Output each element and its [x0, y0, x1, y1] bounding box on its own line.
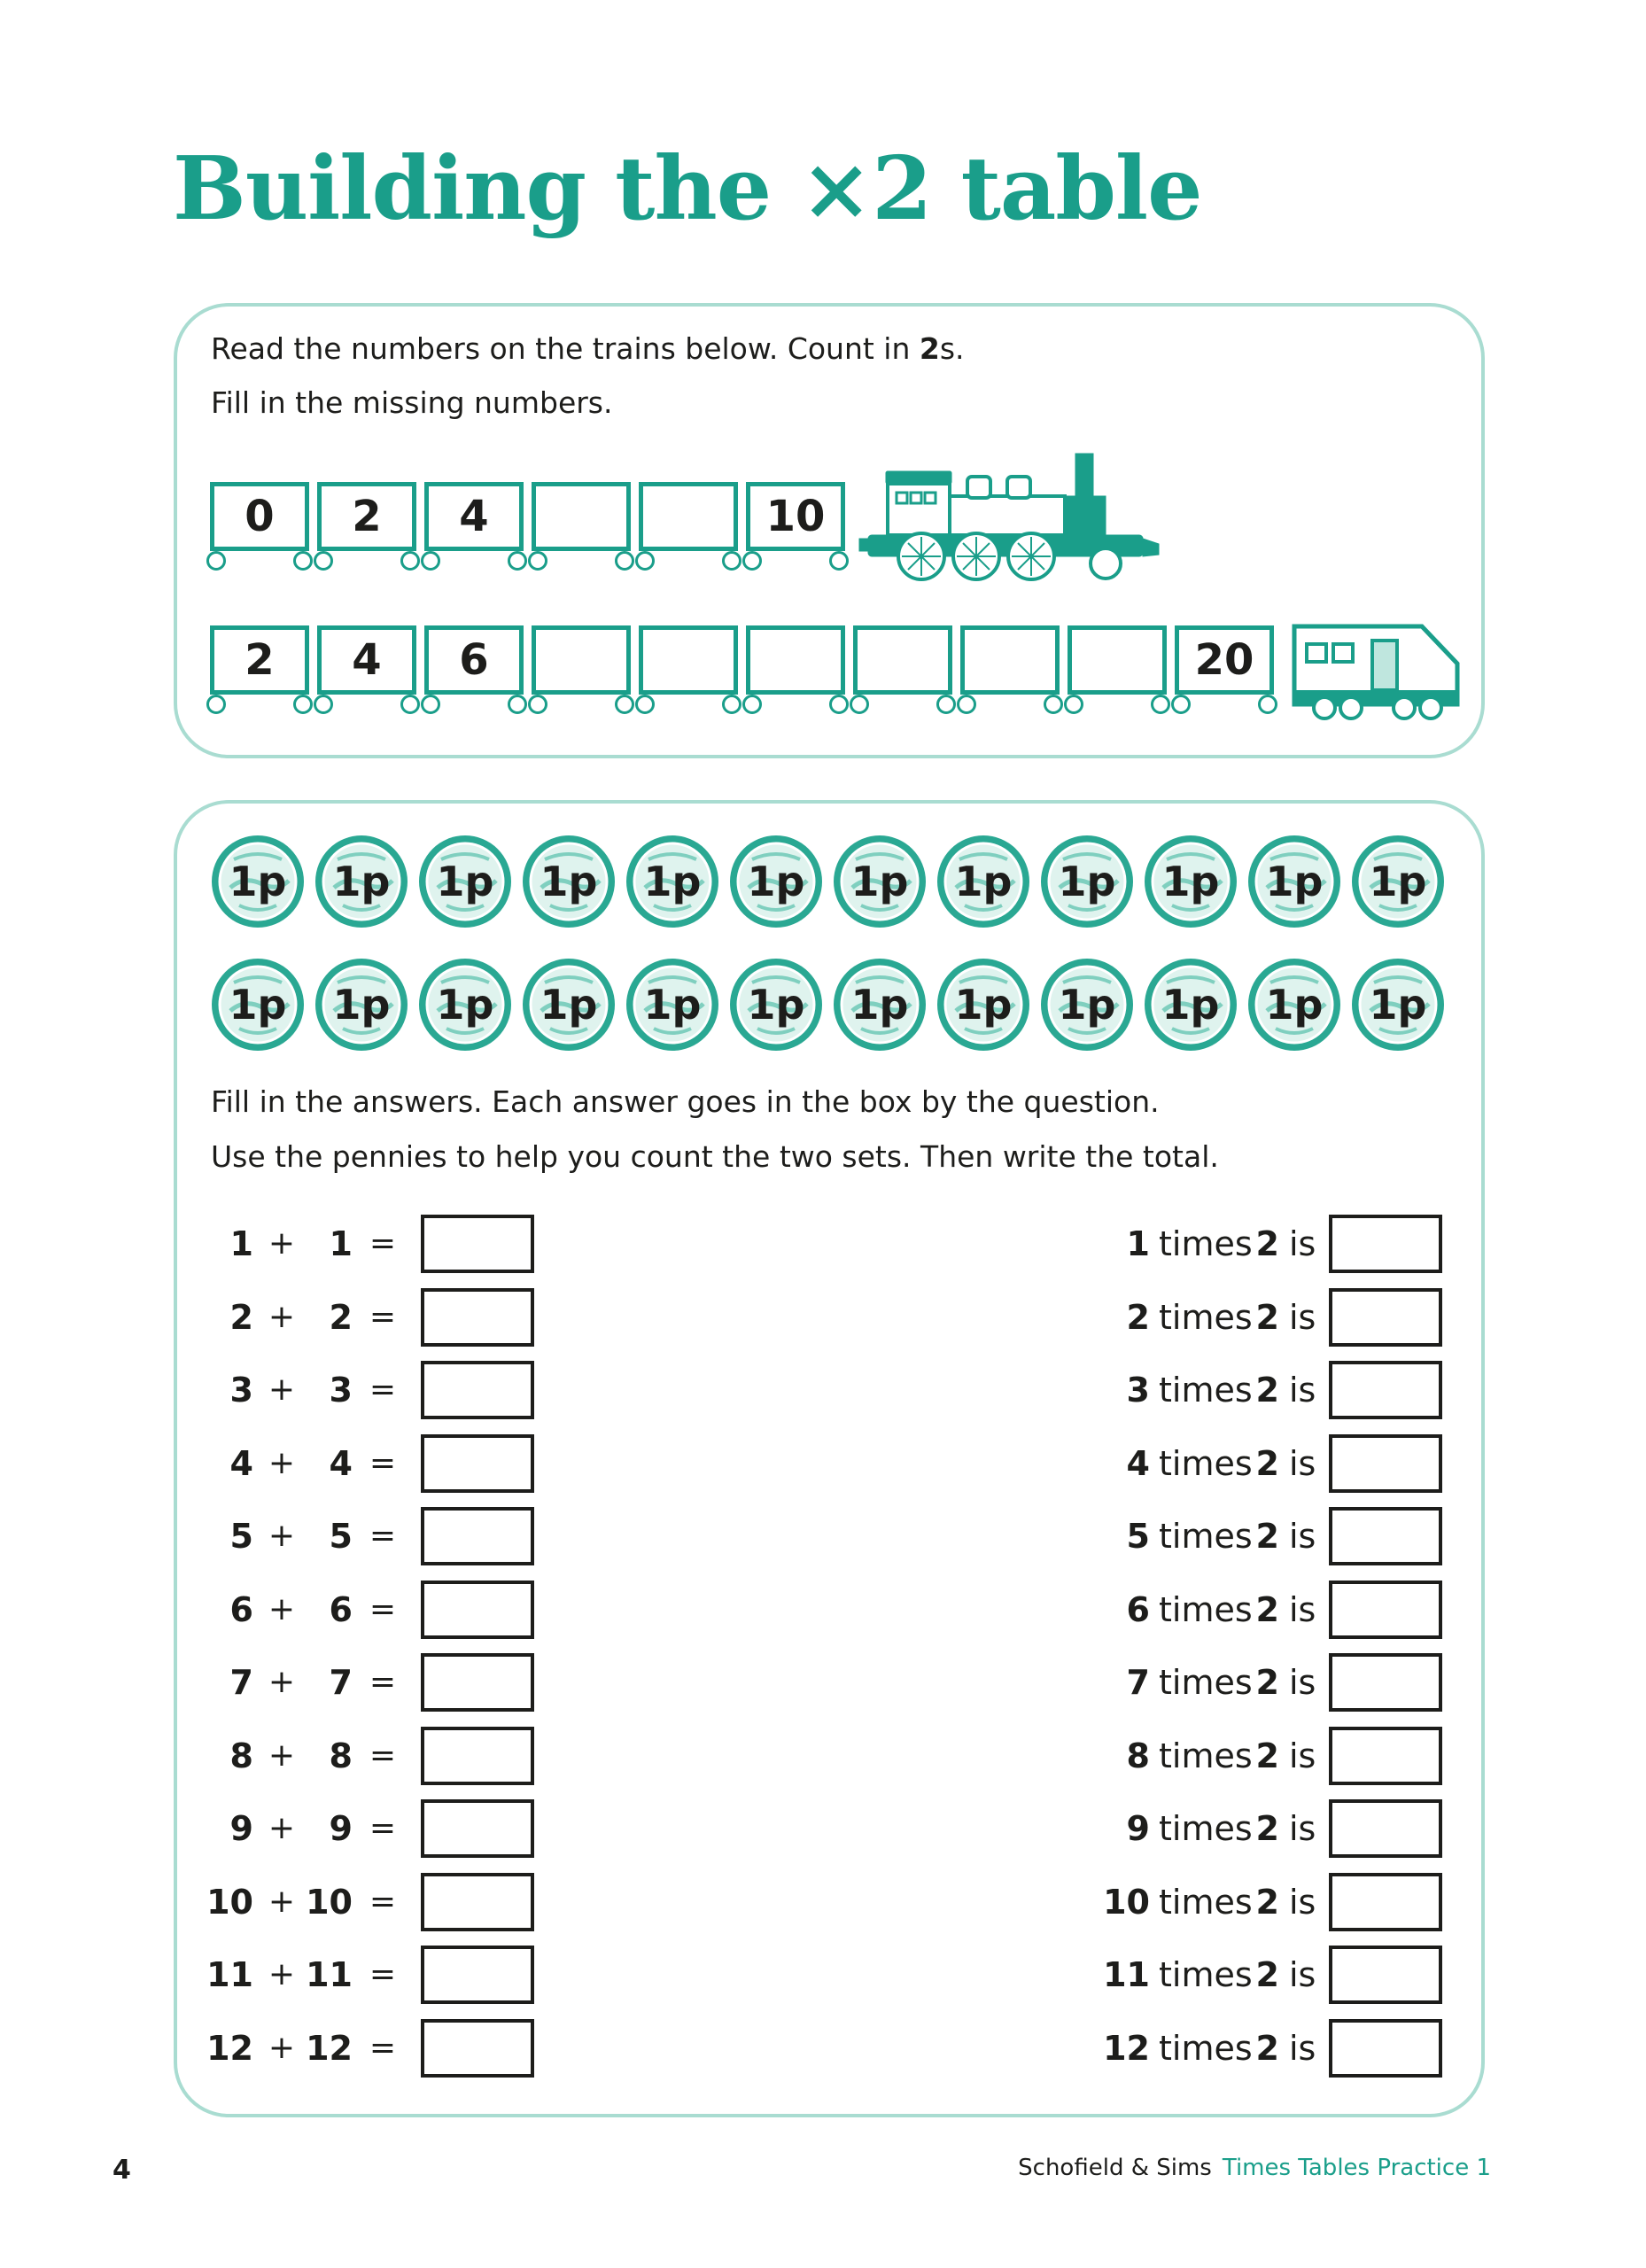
plus-sign: +	[268, 1590, 296, 1627]
times-word: times	[1159, 2028, 1253, 2068]
is-word: is	[1289, 1882, 1316, 1922]
penny-coin	[416, 956, 514, 1053]
train-wagon: 20	[1175, 625, 1274, 695]
wagon-wheel	[400, 695, 420, 714]
train-wagon-blank[interactable]	[853, 625, 952, 695]
multiplier: 2	[1255, 1589, 1279, 1629]
equals-sign: =	[369, 1371, 397, 1408]
penny-coin	[1038, 956, 1136, 1053]
is-word: is	[1289, 1297, 1316, 1337]
addition-answer-box[interactable]	[421, 1215, 534, 1273]
wagon-wheel	[722, 695, 741, 714]
times-answer-box[interactable]	[1329, 1288, 1442, 1347]
times-answer-box[interactable]	[1329, 1799, 1442, 1858]
penny-coin	[520, 833, 617, 930]
footer	[1018, 2155, 1491, 2181]
train-wagon-blank[interactable]	[532, 625, 631, 695]
times-number: 8	[1126, 1736, 1150, 1775]
is-word: is	[1289, 1809, 1316, 1848]
wagon-wheel	[508, 695, 527, 714]
coin-label: 1p	[850, 981, 909, 1029]
wagon-wheel	[957, 695, 976, 714]
equals-sign: =	[369, 1810, 397, 1846]
wagon-wheel	[936, 695, 956, 714]
train-wagon-blank[interactable]	[746, 625, 845, 695]
coin-label: 1p	[540, 858, 598, 905]
penny-coin	[1349, 956, 1447, 1053]
addend-right: 10	[306, 1882, 353, 1922]
multiplier: 2	[1255, 1809, 1279, 1848]
addend-right: 6	[329, 1589, 353, 1629]
times-number: 4	[1126, 1443, 1150, 1483]
coin-label: 1p	[643, 858, 702, 905]
times-answer-box[interactable]	[1329, 1361, 1442, 1419]
penny-coin	[1246, 833, 1343, 930]
addend-left: 3	[229, 1371, 253, 1410]
multiplier: 2	[1255, 1517, 1279, 1556]
is-word: is	[1289, 1589, 1316, 1629]
train-wagon-blank[interactable]	[960, 625, 1060, 695]
wagon-wheel	[615, 551, 634, 571]
train-wagon-blank[interactable]	[532, 482, 631, 551]
penny-coin	[831, 833, 928, 930]
wagon-wheel	[206, 551, 226, 571]
addition-answer-box[interactable]	[421, 1507, 534, 1565]
times-word: times	[1159, 1443, 1253, 1483]
is-word: is	[1289, 1955, 1316, 1994]
wagon-wheel	[742, 695, 762, 714]
plus-sign: +	[268, 1371, 296, 1408]
train-wagon: 10	[746, 482, 845, 551]
penny-coin	[727, 956, 825, 1053]
wagon-wheel	[293, 695, 313, 714]
addition-answer-box[interactable]	[421, 1361, 534, 1419]
penny-coin	[935, 956, 1032, 1053]
addend-left: 6	[229, 1589, 253, 1629]
equals-sign: =	[369, 1518, 397, 1554]
steam-engine-icon	[852, 443, 1180, 585]
coin-label: 1p	[1058, 858, 1116, 905]
times-word: times	[1159, 1663, 1253, 1702]
equals-sign: =	[369, 1956, 397, 1992]
coin-label: 1p	[229, 981, 287, 1029]
addend-left: 11	[206, 1955, 253, 1994]
is-word: is	[1289, 1663, 1316, 1702]
wagon-wheel	[293, 551, 313, 571]
penny-coin	[1142, 833, 1239, 930]
wagon-wheel	[421, 551, 440, 571]
addend-right: 4	[329, 1443, 353, 1483]
wagon-wheel	[206, 695, 226, 714]
coin-label: 1p	[850, 858, 909, 905]
addend-right: 3	[329, 1371, 353, 1410]
penny-coin	[313, 956, 410, 1053]
train-wagon-blank[interactable]	[639, 625, 738, 695]
times-answer-box[interactable]	[1329, 1434, 1442, 1493]
penny-coin	[1142, 956, 1239, 1053]
wagon-wheel	[829, 551, 849, 571]
wagon-wheel	[1151, 695, 1170, 714]
times-word: times	[1159, 1224, 1253, 1263]
times-word: times	[1159, 1736, 1253, 1775]
plus-sign: +	[268, 1810, 296, 1846]
coins-instruction-1: Fill in the answers. Each answer goes in the box by the question.	[211, 1084, 1160, 1119]
multiplier: 2	[1255, 1371, 1279, 1410]
coin-label: 1p	[643, 981, 702, 1029]
coin-label: 1p	[229, 858, 287, 905]
addend-left: 10	[206, 1882, 253, 1922]
addend-right: 9	[329, 1809, 353, 1848]
times-word: times	[1159, 1809, 1253, 1848]
penny-coin	[831, 956, 928, 1053]
times-number: 2	[1126, 1297, 1150, 1337]
times-answer-box[interactable]	[1329, 1581, 1442, 1639]
times-answer-box[interactable]	[1329, 1507, 1442, 1565]
multiplier: 2	[1255, 1663, 1279, 1702]
wagon-wheel	[850, 695, 869, 714]
times-answer-box[interactable]	[1329, 1946, 1442, 2004]
penny-coin	[935, 833, 1032, 930]
coin-label: 1p	[954, 981, 1013, 1029]
train-wagon: 6	[424, 625, 524, 695]
train-wagon: 4	[424, 482, 524, 551]
equals-sign: =	[369, 1225, 397, 1262]
coin-label: 1p	[1369, 981, 1427, 1029]
wagon-wheel	[742, 551, 762, 571]
addition-answer-box[interactable]	[421, 1581, 534, 1639]
addition-answer-box[interactable]	[421, 2019, 534, 2078]
times-word: times	[1159, 1589, 1253, 1629]
is-word: is	[1289, 1736, 1316, 1775]
penny-coin	[624, 956, 721, 1053]
is-word: is	[1289, 1517, 1316, 1556]
wagon-wheel	[314, 551, 333, 571]
plus-sign: +	[268, 1736, 296, 1774]
train-wagon: 2	[210, 625, 309, 695]
wagon-wheel	[1171, 695, 1191, 714]
plus-sign: +	[268, 1225, 296, 1262]
train-wagon: 2	[317, 482, 416, 551]
penny-coin	[520, 956, 617, 1053]
times-word: times	[1159, 1297, 1253, 1337]
trains-instruction-1: Read the numbers on the trains below. Count in 2s.	[211, 331, 965, 366]
times-word: times	[1159, 1517, 1253, 1556]
train-wagon-blank[interactable]	[1068, 625, 1167, 695]
train-wagon-blank[interactable]	[639, 482, 738, 551]
wagon-wheel	[1258, 695, 1277, 714]
wagon-wheel	[829, 695, 849, 714]
addend-left: 1	[229, 1224, 253, 1263]
is-word: is	[1289, 1224, 1316, 1263]
addition-answer-box[interactable]	[421, 1727, 534, 1785]
addend-right: 1	[329, 1224, 353, 1263]
times-number: 3	[1126, 1371, 1150, 1410]
times-answer-box[interactable]	[1329, 1727, 1442, 1785]
penny-coin	[416, 833, 514, 930]
is-word: is	[1289, 1371, 1316, 1410]
is-word: is	[1289, 2028, 1316, 2068]
coin-label: 1p	[436, 858, 494, 905]
times-answer-box[interactable]	[1329, 1215, 1442, 1273]
multiplier: 2	[1255, 1736, 1279, 1775]
addition-answer-box[interactable]	[421, 1653, 534, 1712]
coin-label: 1p	[1265, 858, 1324, 905]
times-number: 11	[1103, 1955, 1150, 1994]
plus-sign: +	[268, 1664, 296, 1700]
times-number: 5	[1126, 1517, 1150, 1556]
coin-label: 1p	[954, 858, 1013, 905]
wagon-wheel	[508, 551, 527, 571]
addend-left: 7	[229, 1663, 253, 1702]
plus-sign: +	[268, 1956, 296, 1992]
penny-coin	[1349, 833, 1447, 930]
plus-sign: +	[268, 1298, 296, 1335]
coin-label: 1p	[332, 858, 391, 905]
equals-sign: =	[369, 1883, 397, 1920]
equals-sign: =	[369, 1298, 397, 1335]
penny-coin	[313, 833, 410, 930]
penny-coin	[624, 833, 721, 930]
times-number: 9	[1126, 1809, 1150, 1848]
addend-right: 8	[329, 1736, 353, 1775]
penny-coin	[209, 956, 307, 1053]
wagon-wheel	[1044, 695, 1063, 714]
wagon-wheel	[635, 551, 655, 571]
addend-left: 8	[229, 1736, 253, 1775]
addend-right: 12	[306, 2028, 353, 2068]
plus-sign: +	[268, 1444, 296, 1481]
addend-right: 7	[329, 1663, 353, 1702]
wagon-wheel	[635, 695, 655, 714]
equals-sign: =	[369, 1664, 397, 1700]
times-number: 1	[1126, 1224, 1150, 1263]
wagon-wheel	[528, 695, 547, 714]
wagon-wheel	[421, 695, 440, 714]
times-answer-box[interactable]	[1329, 1653, 1442, 1712]
diesel-engine-icon	[1289, 616, 1466, 722]
addend-left: 4	[229, 1443, 253, 1483]
penny-coin	[1038, 833, 1136, 930]
coin-label: 1p	[332, 981, 391, 1029]
equals-sign: =	[369, 1590, 397, 1627]
publisher: Schofield & Sims	[1018, 2155, 1212, 2181]
coins-instruction-2: Use the pennies to help you count the two sets. Then write the total.	[211, 1139, 1219, 1174]
train-wagon: 4	[317, 625, 416, 695]
multiplier: 2	[1255, 1443, 1279, 1483]
addition-answer-box[interactable]	[421, 1799, 534, 1858]
addend-left: 9	[229, 1809, 253, 1848]
wagon-wheel	[400, 551, 420, 571]
plus-sign: +	[268, 1883, 296, 1920]
times-answer-box[interactable]	[1329, 1873, 1442, 1931]
multiplier: 2	[1255, 2028, 1279, 2068]
penny-coin	[727, 833, 825, 930]
wagon-wheel	[1064, 695, 1083, 714]
trains-instruction-2: Fill in the missing numbers.	[211, 385, 613, 420]
coin-label: 1p	[540, 981, 598, 1029]
times-answer-box[interactable]	[1329, 2019, 1442, 2078]
coin-label: 1p	[1161, 858, 1220, 905]
penny-coin	[209, 833, 307, 930]
plus-sign: +	[268, 1518, 296, 1554]
equals-sign: =	[369, 2029, 397, 2066]
train-wagon: 0	[210, 482, 309, 551]
addend-right: 11	[306, 1955, 353, 1994]
coin-label: 1p	[747, 981, 805, 1029]
wagon-wheel	[722, 551, 741, 571]
multiplier: 2	[1255, 1882, 1279, 1922]
plus-sign: +	[268, 2029, 296, 2066]
addend-left: 5	[229, 1517, 253, 1556]
coin-label: 1p	[1058, 981, 1116, 1029]
addend-right: 5	[329, 1517, 353, 1556]
wagon-wheel	[528, 551, 547, 571]
addition-answer-box[interactable]	[421, 1946, 534, 2004]
times-word: times	[1159, 1371, 1253, 1410]
addition-answer-box[interactable]	[421, 1288, 534, 1347]
addition-answer-box[interactable]	[421, 1873, 534, 1931]
multiplier: 2	[1255, 1297, 1279, 1337]
times-word: times	[1159, 1882, 1253, 1922]
penny-coin	[1246, 956, 1343, 1053]
equals-sign: =	[369, 1444, 397, 1481]
wagon-wheel	[615, 695, 634, 714]
times-word: times	[1159, 1955, 1253, 1994]
page-number: 4	[113, 2155, 131, 2186]
coin-label: 1p	[1161, 981, 1220, 1029]
multiplier: 2	[1255, 1224, 1279, 1263]
times-number: 12	[1103, 2028, 1150, 2068]
equals-sign: =	[369, 1736, 397, 1774]
series-title: Times Tables Practice 1	[1222, 2155, 1491, 2181]
coin-label: 1p	[436, 981, 494, 1029]
multiplier: 2	[1255, 1955, 1279, 1994]
times-number: 6	[1126, 1589, 1150, 1629]
times-number: 7	[1126, 1663, 1150, 1702]
page-title: Building the ×2 table	[173, 138, 1202, 240]
addend-left: 12	[206, 2028, 253, 2068]
coin-label: 1p	[1369, 858, 1427, 905]
coin-label: 1p	[1265, 981, 1324, 1029]
coin-label: 1p	[747, 858, 805, 905]
times-number: 10	[1103, 1882, 1150, 1922]
wagon-wheel	[314, 695, 333, 714]
is-word: is	[1289, 1443, 1316, 1483]
addend-left: 2	[229, 1297, 253, 1337]
addition-answer-box[interactable]	[421, 1434, 534, 1493]
addend-right: 2	[329, 1297, 353, 1337]
